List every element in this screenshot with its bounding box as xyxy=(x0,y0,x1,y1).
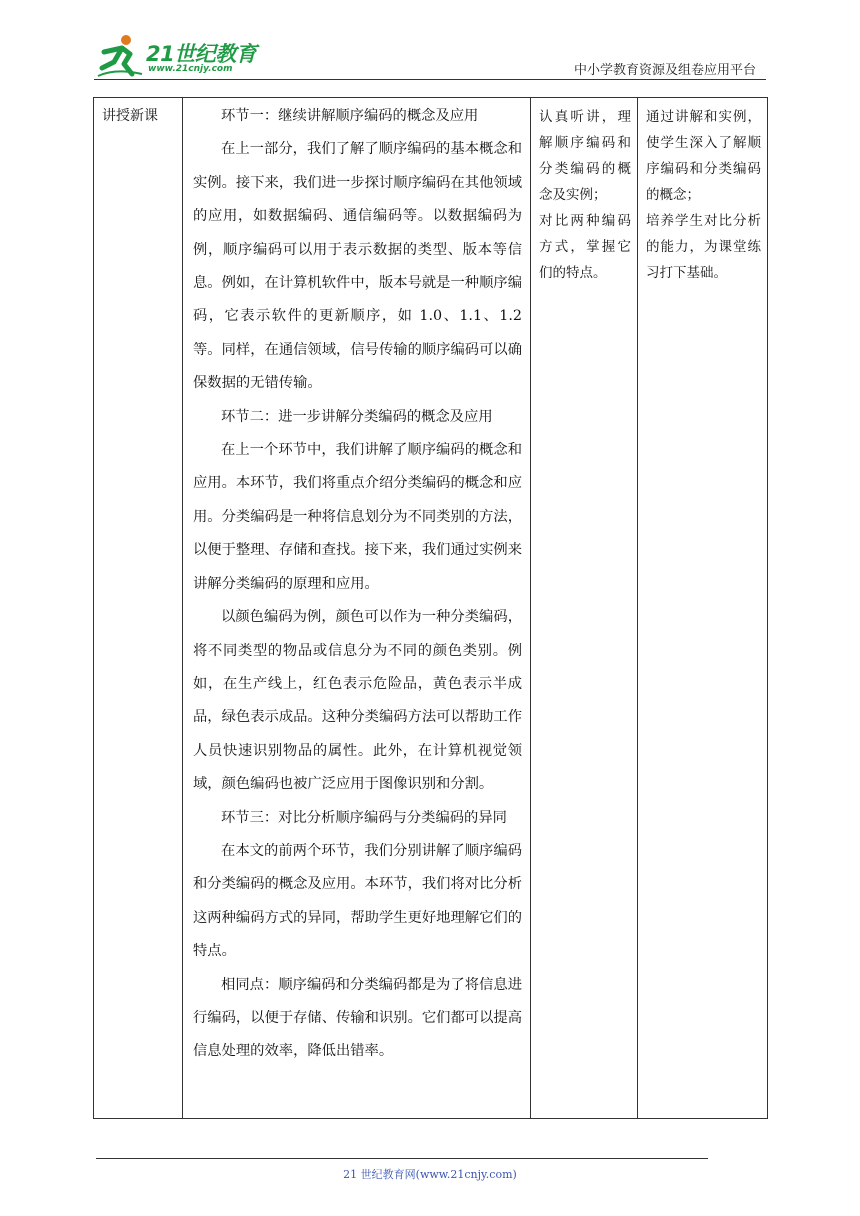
design-intent-item: 培养学生对比分析的能力，为课堂练习打下基础。 xyxy=(646,213,761,281)
section-heading-3: 环节三：对比分析顺序编码与分类编码的异同 xyxy=(221,809,507,826)
stage-label: 讲授新课 xyxy=(102,108,158,124)
table-row xyxy=(94,98,768,1119)
footer-text: 21 世纪教育网(www.21cnjy.com) xyxy=(343,1168,517,1181)
paragraph: 在上一部分，我们了解了顺序编码的基本概念和实例。接下来，我们进一步探讨顺序编码在其他领域的应用，如数据编码、通信编码等。以数据编码为例，顺序编码可以用于表示数据的类型、版本等信息。例如，在计算机软件中，版本号就是一种顺序编码，它表示软件的更新顺序，如 1.0、1.1、1.2 等。同样，在通信领域，信号传输的顺序编码可以确保数据的无错传输。 xyxy=(193,141,522,392)
paragraph: 以颜色编码为例，颜色可以作为一种分类编码，将不同类型的物品或信息分为不同的颜色类别。例如，在生产线上，红色表示危险品，黄色表示半成品，绿色表示成品。这种分类编码方法可以帮助工作人员快速识别物品的属性。此外，在计算机视觉领域，颜色编码也被广泛应用于图像识别和分割。 xyxy=(193,609,522,793)
site-logo xyxy=(96,30,266,82)
header-divider xyxy=(94,79,766,80)
stage-cell xyxy=(94,98,183,1119)
logo-text: 21世纪教育 xyxy=(146,42,257,66)
runner-logo-icon xyxy=(96,34,144,78)
platform-name: 中小学教育资源及组卷应用平台 xyxy=(573,63,756,78)
paragraph: 在上一个环节中，我们讲解了顺序编码的概念和应用。本环节，我们将重点介绍分类编码的概念和应用。分类编码是一种将信息划分为不同类别的方法，以便于整理、存储和查找。接下来，我们通过实例来讲解分类编码的原理和应用。 xyxy=(193,442,522,592)
logo-url: www.21cnjy.com xyxy=(148,64,233,74)
design-intent-item: 通过讲解和实例，使学生深入了解顺序编码和分类编码的概念； xyxy=(646,109,761,203)
design-intent-cell xyxy=(638,98,768,1119)
student-activity-item: 认真听讲，理解顺序编码和分类编码的概念及实例； xyxy=(539,109,631,203)
paragraph: 相同点：顺序编码和分类编码都是为了将信息进行编码，以便于存储、传输和识别。它们都可以提高信息处理的效率，降低出错率。 xyxy=(193,976,522,1060)
section-heading-1: 环节一：继续讲解顺序编码的概念及应用 xyxy=(221,108,479,124)
footer-divider xyxy=(96,1158,708,1159)
teacher-activity-cell xyxy=(183,98,531,1119)
section-heading-2: 环节二：进一步讲解分类编码的概念及应用 xyxy=(221,408,493,425)
student-activity-item: 对比两种编码方式，掌握它们的特点。 xyxy=(539,213,631,281)
lesson-plan-table xyxy=(93,97,768,1119)
student-activity-cell xyxy=(531,98,638,1119)
paragraph: 在本文的前两个环节，我们分别讲解了顺序编码和分类编码的概念及应用。本环节，我们将对比分析这两种编码方式的异同，帮助学生更好地理解它们的特点。 xyxy=(193,842,522,960)
